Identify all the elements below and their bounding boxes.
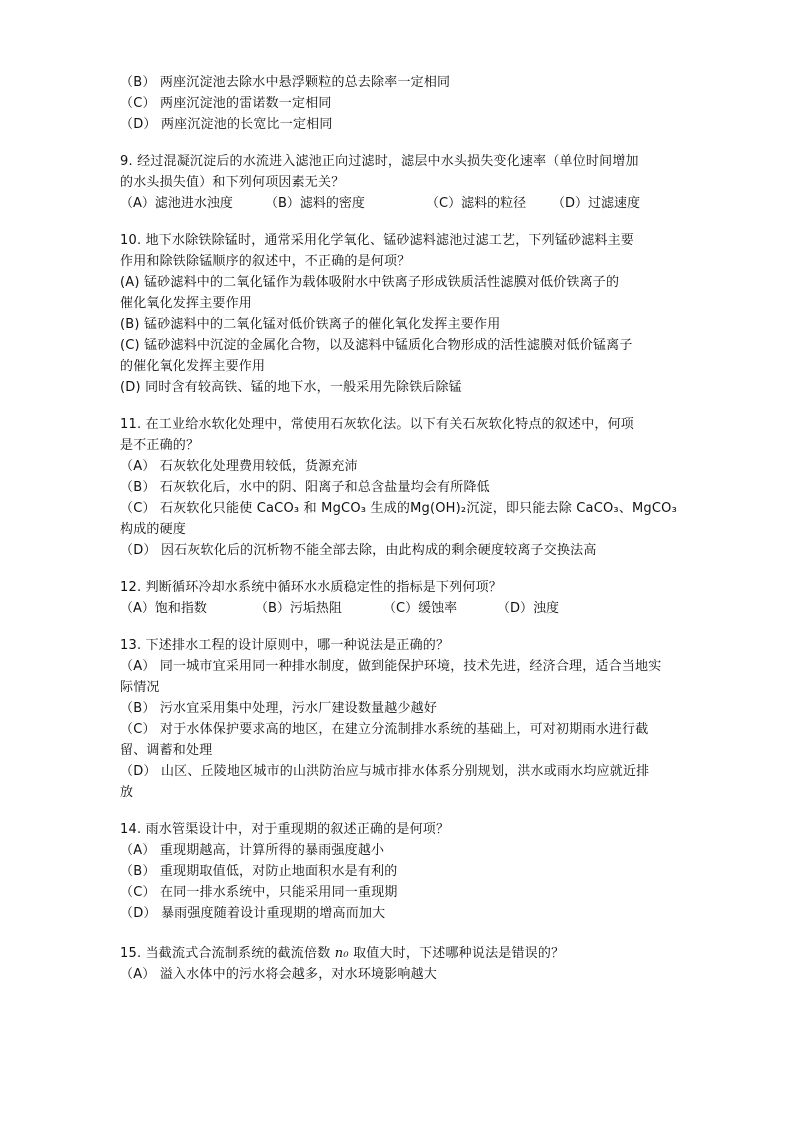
- q9-option-b: （B）滤料的密度: [265, 196, 365, 211]
- q14-option-a: （A） 重现期越高，计算所得的暴雨强度越小: [120, 843, 385, 858]
- q15-option-a: （A） 溢入水体中的污水将会越多，对水环境影响越大: [120, 967, 438, 982]
- q9-stem-line2: 的水头损失值）和下列何项因素无关？: [120, 175, 345, 190]
- q13-option-a: （A） 同一城市宜采用同一种排水制度，做到能保护环境，技术先进，经济合理，适合当地实: [120, 659, 662, 674]
- q8-option-d: （D） 两座沉淀池的长宽比一定相同: [120, 117, 333, 132]
- q13-option-b: （B） 污水宜采用集中处理，污水厂建设数量越少越好: [120, 701, 438, 716]
- q9-option-d: （D）过滤速度: [552, 196, 641, 211]
- q15-stem: [120, 945, 564, 963]
- q12-option-b: （B）污垢热阻: [255, 601, 342, 616]
- q15-stem-variable: n₀: [334, 946, 349, 961]
- q12-stem: 12. 判断循环冷却水系统中循环水水质稳定性的指标是下列何项？: [120, 580, 503, 595]
- q13-option-c-cont: 留、调蓄和处理: [120, 743, 213, 758]
- q14-option-d: （D） 暴雨强度随着设计重现期的增高而加大: [120, 906, 386, 921]
- q10-option-c-cont: 的催化氧化发挥主要作用: [120, 359, 266, 374]
- q10-option-b: (B) 锰砂滤料中的二氧化锰对低价铁离子的催化氧化发挥主要作用: [120, 317, 501, 332]
- q14-stem: 14. 雨水管渠设计中，对于重现期的叙述正确的是何项？: [120, 822, 450, 837]
- q15-stem-post: 取值大时，下述哪种说法是错误的？: [348, 946, 565, 961]
- q11-stem-line1: 11. 在工业给水软化处理中，常使用石灰软化法。以下有关石灰软化特点的叙述中，何项: [120, 417, 635, 432]
- q10-option-a: (A) 锰砂滤料中的二氧化锰作为载体吸附水中铁离子形成铁质活性滤膜对低价铁离子的: [120, 275, 620, 290]
- q15-stem-pre: 15. 当截流式合流制系统的截流倍数: [120, 946, 335, 961]
- q8-option-b: （B） 两座沉淀池去除水中悬浮颗粒的总去除率一定相同: [120, 75, 451, 90]
- q10-option-d: (D) 同时含有较高铁、锰的地下水，一般采用先除铁后除锰: [120, 380, 462, 395]
- q10-option-a-cont: 催化氧化发挥主要作用: [120, 296, 253, 311]
- q11-option-c-cont: 构成的硬度: [120, 522, 187, 537]
- q10-stem-line1: 10. 地下水除铁除锰时，通常采用化学氧化、锰砂滤料滤池过滤工艺，下列锰砂滤料主要: [120, 233, 635, 248]
- q13-option-d-cont: 放: [120, 785, 134, 800]
- q11-option-d: （D） 因石灰软化后的沉析物不能全部去除，由此构成的剩余硬度较离子交换法高: [120, 543, 597, 558]
- q12-option-c: （C）缓蚀率: [383, 601, 458, 616]
- q12-option-a: （A）饱和指数: [120, 601, 207, 616]
- q12-option-d: （D）浊度: [497, 601, 560, 616]
- q13-option-d: （D） 山区、丘陵地区城市的山洪防治应与城市排水体系分别规划，洪水或雨水均应就近排: [120, 764, 650, 779]
- q8-option-c: （C） 两座沉淀池的雷诺数一定相同: [120, 96, 332, 111]
- q13-option-a-cont: 际情况: [120, 680, 160, 695]
- q9-option-c: （C）滤料的粒径: [426, 196, 527, 211]
- q13-stem: 13. 下述排水工程的设计原则中，哪一种说法是正确的？: [120, 638, 450, 653]
- q9-option-a: （A）滤池进水浊度: [120, 196, 233, 211]
- q10-option-c: (C) 锰砂滤料中沉淀的金属化合物，以及滤料中锰质化合物形成的活性滤膜对低价锰离子: [120, 338, 633, 353]
- q12-options: [120, 600, 559, 618]
- q11-option-a: （A） 石灰软化处理费用较低，货源充沛: [120, 459, 358, 474]
- q9-options: [120, 195, 640, 213]
- q14-option-c: （C） 在同一排水系统中，只能采用同一重现期: [120, 885, 398, 900]
- q10-stem-line2: 作用和除铁除锰顺序的叙述中，不正确的是何项？: [120, 254, 411, 269]
- q11-option-c: （C） 石灰软化只能使 CaCO₃ 和 MgCO₃ 生成的Mg(OH)₂沉淀，即只能去除 CaCO₃、MgCO₃: [120, 501, 678, 516]
- q13-option-c: （C） 对于水体保护要求高的地区，在建立分流制排水系统的基础上，可对初期雨水进行截: [120, 722, 649, 737]
- q11-stem-line2: 是不正确的？: [120, 438, 200, 453]
- q14-option-b: （B） 重现期取值低，对防止地面积水是有利的: [120, 864, 398, 879]
- q9-stem-line1: 9. 经过混凝沉淀后的水流进入滤池正向过滤时，滤层中水头损失变化速率（单位时间增加: [120, 154, 639, 169]
- q11-option-b: （B） 石灰软化后，水中的阴、阳离子和总含盐量均会有所降低: [120, 480, 490, 495]
